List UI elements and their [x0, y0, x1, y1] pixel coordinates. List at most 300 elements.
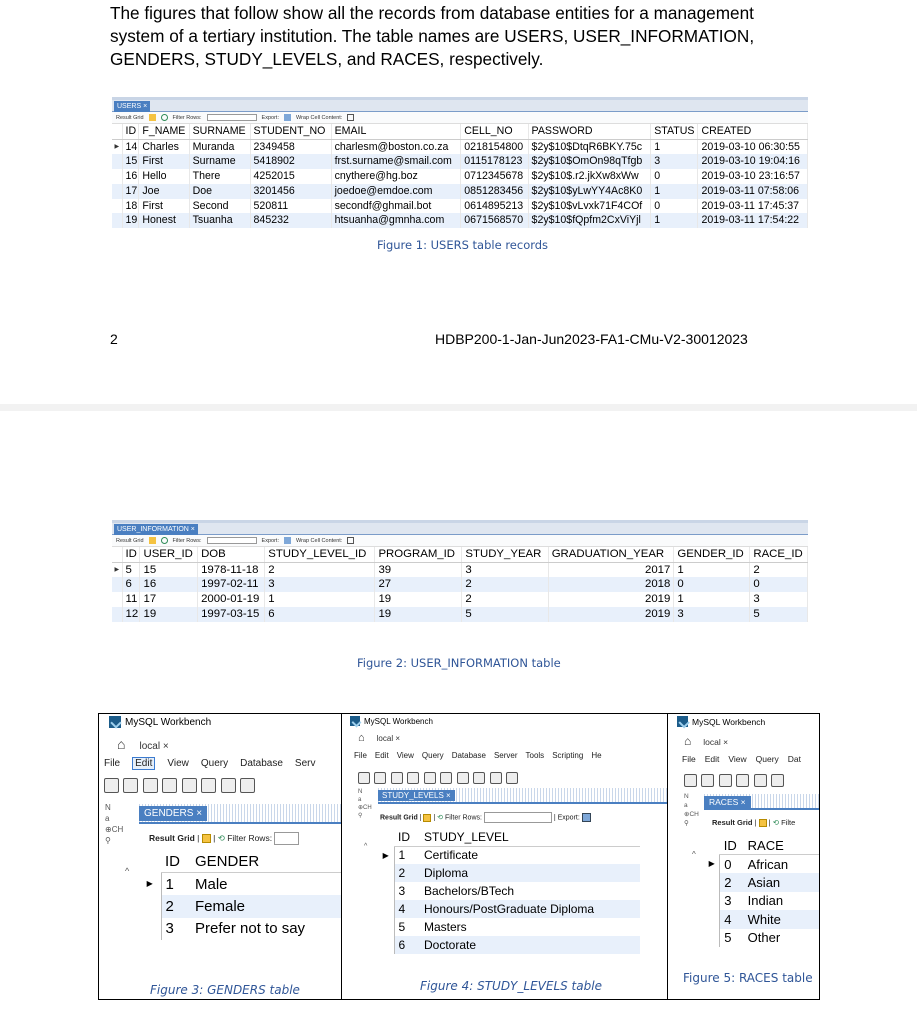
table-cell[interactable]: Female: [191, 895, 341, 918]
table-cell[interactable]: 1: [265, 592, 375, 607]
table-cell[interactable]: frst.surname@smail.com: [331, 154, 461, 169]
navigator-sidebar: N a ⊕CH ⚲: [105, 803, 124, 845]
refresh-icon[interactable]: ⟲: [217, 832, 225, 843]
user-information-table: [112, 547, 808, 622]
create-function-icon[interactable]: [240, 778, 255, 793]
table-row[interactable]: [139, 918, 341, 941]
table-cell[interactable]: 2: [720, 873, 744, 892]
table-cell[interactable]: $2y$10$fQpfm2CxViYjl: [528, 213, 651, 228]
table-cell[interactable]: Certificate: [424, 848, 479, 863]
app-title: MySQL Workbench: [692, 716, 766, 727]
table-cell[interactable]: $2y$10$.r2.jkXw8xWw: [528, 169, 651, 184]
table-cell[interactable]: 1: [651, 139, 698, 154]
column-header[interactable]: STATUS: [651, 124, 698, 139]
table-row[interactable]: [112, 199, 808, 214]
table-cell[interactable]: 3: [750, 592, 808, 607]
table-row[interactable]: [704, 892, 819, 911]
inspector-icon[interactable]: [143, 778, 158, 793]
row-marker: [378, 900, 394, 918]
collapse-arrow-icon[interactable]: ^: [692, 850, 696, 859]
table-row[interactable]: [139, 873, 341, 896]
column-header[interactable]: SURNAME: [189, 124, 250, 139]
table-row[interactable]: [378, 918, 640, 936]
menu-item[interactable]: Serv: [294, 758, 316, 769]
table-cell[interactable]: 1978-11-18: [198, 562, 265, 577]
current-row-arrow-icon: ▶: [112, 562, 122, 577]
table-cell[interactable]: htsuanha@gmnha.com: [331, 213, 461, 228]
table-cell[interactable]: 19: [375, 607, 462, 622]
column-header[interactable]: GRADUATION_YEAR: [548, 547, 674, 562]
figure-3-caption: Figure 3: GENDERS table: [150, 983, 300, 997]
table-cell[interactable]: secondf@ghmail.bot: [331, 199, 461, 214]
filter-rows-label: Filter Rows:: [445, 814, 482, 822]
table-cell[interactable]: 12: [122, 607, 140, 622]
table-cell[interactable]: 845232: [250, 213, 331, 228]
table-row[interactable]: [704, 855, 819, 874]
app-title: MySQL Workbench: [364, 716, 433, 726]
column-header[interactable]: STUDY_LEVEL: [420, 828, 640, 846]
table-cell[interactable]: 15: [140, 562, 198, 577]
user-information-tab[interactable]: [114, 524, 198, 535]
table-cell[interactable]: 19: [122, 213, 139, 228]
close-icon[interactable]: ×: [190, 526, 195, 533]
table-cell[interactable]: Other: [747, 930, 781, 946]
table-cell[interactable]: Honours/PostGraduate Diploma: [420, 900, 640, 918]
table-cell[interactable]: 3: [462, 562, 548, 577]
home-icon[interactable]: ⌂: [684, 734, 692, 748]
result-grid-label[interactable]: Result Grid: [116, 115, 144, 121]
table-cell[interactable]: Doctorate: [420, 936, 640, 954]
table-row[interactable]: [704, 873, 819, 892]
table-cell[interactable]: 39: [375, 562, 462, 577]
column-header[interactable]: CREATED: [698, 124, 808, 139]
menu-item[interactable]: Dat: [787, 754, 802, 764]
row-marker-header: [112, 124, 122, 139]
table-cell[interactable]: 16: [140, 577, 198, 592]
column-header[interactable]: EMAIL: [331, 124, 461, 139]
menu-item[interactable]: Scripting: [552, 751, 584, 760]
table-cell[interactable]: 0: [651, 169, 698, 184]
column-header[interactable]: ID: [720, 836, 744, 855]
table-cell[interactable]: 2: [161, 895, 191, 918]
column-header[interactable]: ID: [161, 850, 191, 873]
table-cell[interactable]: 1: [674, 592, 750, 607]
refresh-icon[interactable]: [161, 114, 168, 121]
table-cell[interactable]: First: [139, 154, 189, 169]
table-cell[interactable]: 11: [122, 592, 140, 607]
table-cell[interactable]: $2y$10$yLwYY4Ac8K0: [528, 184, 651, 199]
table-cell[interactable]: 2019-03-10 23:16:57: [698, 169, 808, 184]
filter-rows-input[interactable]: [207, 537, 257, 544]
table-cell[interactable]: Diploma: [420, 864, 640, 882]
table-cell[interactable]: charlesm@boston.co.za: [331, 139, 461, 154]
users-tab[interactable]: [114, 101, 150, 112]
table-cell[interactable]: $2y$10$vLvxk71F4COf: [528, 199, 651, 214]
table-cell[interactable]: 2019-03-10 19:04:16: [698, 154, 808, 169]
table-cell[interactable]: 5: [724, 930, 732, 946]
row-marker: [378, 918, 394, 936]
app-title-bar: [350, 716, 433, 726]
table-row[interactable]: [139, 895, 341, 918]
export-icon[interactable]: [284, 537, 291, 544]
table-cell[interactable]: Bachelors/BTech: [424, 884, 515, 898]
row-marker: [704, 892, 720, 911]
users-tab-label: USERS: [117, 103, 142, 110]
table-cell[interactable]: 2019-03-11 07:58:06: [698, 184, 808, 199]
table-cell[interactable]: 0: [674, 577, 750, 592]
column-header[interactable]: RACE_ID: [750, 547, 808, 562]
new-sql-tab-icon[interactable]: [358, 772, 370, 784]
result-grid-label[interactable]: Result Grid: [149, 832, 195, 843]
study-levels-tab[interactable]: STUDY_LEVELS ×: [378, 790, 455, 801]
current-row-arrow-icon: ▶: [112, 139, 122, 154]
search-table-icon[interactable]: [490, 772, 502, 784]
menu-item[interactable]: File: [682, 754, 696, 764]
connection-tab[interactable]: local ×: [139, 741, 169, 752]
refresh-icon[interactable]: [161, 537, 168, 544]
table-cell[interactable]: Muranda: [189, 139, 250, 154]
column-header[interactable]: DOB: [198, 547, 265, 562]
table-cell[interactable]: 6: [122, 577, 140, 592]
current-row-arrow-icon: ▶: [704, 855, 720, 874]
export-icon[interactable]: [582, 813, 591, 822]
menu-item[interactable]: Query: [755, 754, 779, 764]
header-row: [112, 547, 808, 562]
table-cell[interactable]: cnythere@hg.boz: [331, 169, 461, 184]
column-header[interactable]: STUDENT_NO: [250, 124, 331, 139]
header-row: [139, 850, 341, 873]
create-table-icon[interactable]: [182, 778, 197, 793]
column-header[interactable]: ID: [394, 828, 420, 846]
table-cell[interactable]: Second: [189, 199, 250, 214]
table-cell[interactable]: 1: [651, 213, 698, 228]
table-row[interactable]: [378, 864, 640, 882]
table-cell[interactable]: 2019-03-10 06:30:55: [698, 139, 808, 154]
workbench-logo-icon: [677, 716, 688, 727]
table-row[interactable]: [112, 577, 808, 592]
table-cell[interactable]: White: [744, 910, 819, 929]
users-toolbar: [112, 112, 808, 124]
document-code: HDBP200-1-Jan-Jun2023-FA1-CMu-V2-30012023: [435, 331, 748, 347]
menu-item[interactable]: Query: [421, 751, 444, 760]
menu-item[interactable]: View: [167, 758, 189, 769]
column-header[interactable]: STUDY_YEAR: [462, 547, 548, 562]
table-cell[interactable]: 5: [398, 920, 406, 934]
table-cell[interactable]: 2: [462, 592, 548, 607]
menu-item[interactable]: View: [728, 754, 747, 764]
table-cell[interactable]: First: [139, 199, 189, 214]
column-header[interactable]: ID: [122, 547, 140, 562]
home-icon[interactable]: ⌂: [358, 732, 365, 744]
row-marker: [112, 169, 122, 184]
table-cell[interactable]: 0: [750, 577, 808, 592]
table-cell[interactable]: 15: [122, 154, 139, 169]
table-cell[interactable]: 3: [165, 920, 174, 938]
table-row[interactable]: [112, 184, 808, 199]
table-cell[interactable]: Joe: [139, 184, 189, 199]
connection-tab[interactable]: local ×: [376, 734, 401, 743]
row-marker: [378, 936, 394, 954]
table-cell[interactable]: Doe: [189, 184, 250, 199]
table-cell[interactable]: Tsuanha: [189, 213, 250, 228]
table-cell[interactable]: $2y$10$DtqR6BKY.75c: [528, 139, 651, 154]
menu-item[interactable]: Tools: [525, 751, 545, 760]
column-header[interactable]: PROGRAM_ID: [375, 547, 462, 562]
result-grid-label[interactable]: Result Grid: [712, 818, 753, 827]
table-cell[interactable]: Prefer not to say: [195, 920, 306, 938]
table-row[interactable]: [704, 929, 819, 948]
table-cell[interactable]: 27: [375, 577, 462, 592]
app-title-bar: [109, 716, 211, 728]
table-cell[interactable]: 0115178123: [461, 154, 528, 169]
table-row[interactable]: [378, 900, 640, 918]
row-marker: [378, 882, 394, 900]
row-marker: [139, 918, 161, 941]
table-row[interactable]: [378, 936, 640, 954]
refresh-icon[interactable]: ⟲: [772, 818, 779, 827]
table-row[interactable]: [378, 882, 640, 900]
column-header[interactable]: RACE: [744, 836, 819, 855]
column-header[interactable]: GENDER_ID: [674, 547, 750, 562]
table-cell[interactable]: Hello: [139, 169, 189, 184]
inspector-icon[interactable]: [719, 774, 732, 787]
table-cell[interactable]: 19: [140, 607, 198, 622]
create-table-icon[interactable]: [424, 772, 436, 784]
table-cell[interactable]: 0614895213: [461, 199, 528, 214]
page-separator: [0, 404, 917, 411]
table-row[interactable]: [112, 562, 808, 577]
table-cell[interactable]: 5418902: [250, 154, 331, 169]
table-cell[interactable]: There: [189, 169, 250, 184]
menu-item[interactable]: File: [354, 751, 367, 760]
create-procedure-icon[interactable]: [221, 778, 236, 793]
table-cell[interactable]: 520811: [250, 199, 331, 214]
column-header[interactable]: GENDER: [191, 850, 341, 873]
workbench-logo-icon: [109, 716, 121, 728]
table-cell[interactable]: 17: [140, 592, 198, 607]
column-header[interactable]: STUDY_LEVEL_ID: [265, 547, 375, 562]
create-function-icon[interactable]: [473, 772, 485, 784]
table-cell[interactable]: 1: [674, 562, 750, 577]
races-table: [704, 836, 819, 947]
genders-tab-label: GENDERS: [144, 808, 194, 819]
table-cell[interactable]: 4: [720, 910, 744, 929]
table-cell[interactable]: 3: [265, 577, 375, 592]
filter-rows-label: Filter Rows:: [227, 832, 273, 843]
races-tab[interactable]: RACES ×: [704, 796, 751, 808]
table-row[interactable]: [112, 139, 808, 154]
column-header[interactable]: CELL_NO: [461, 124, 528, 139]
grid-icon[interactable]: [149, 114, 156, 121]
table-cell[interactable]: African: [747, 856, 789, 872]
connection-tab-label: local: [703, 737, 721, 747]
table-cell[interactable]: 14: [122, 139, 139, 154]
result-grid-label[interactable]: Result Grid: [116, 538, 144, 544]
collapse-arrow-icon[interactable]: ^: [364, 843, 368, 850]
table-cell[interactable]: 0671568570: [461, 213, 528, 228]
table-cell[interactable]: 5: [750, 607, 808, 622]
menu-item[interactable]: Server: [493, 751, 518, 760]
table-cell[interactable]: 17: [122, 184, 139, 199]
menu-item[interactable]: File: [104, 758, 121, 769]
open-sql-icon[interactable]: [701, 774, 714, 787]
table-cell[interactable]: Indian: [747, 893, 784, 909]
create-schema-icon[interactable]: [407, 772, 419, 784]
connection-tab-label: local: [139, 741, 161, 752]
table-cell[interactable]: 3: [651, 154, 698, 169]
column-header[interactable]: USER_ID: [140, 547, 198, 562]
table-cell[interactable]: 3: [398, 884, 406, 898]
menu-bar: [354, 751, 610, 760]
genders-panel: [98, 713, 342, 1000]
table-cell[interactable]: $2y$10$OmOn98qTfgb: [528, 154, 651, 169]
table-cell[interactable]: 18: [122, 199, 139, 214]
menu-item[interactable]: He: [591, 751, 602, 760]
export-label: Export:: [557, 814, 580, 822]
row-marker: [112, 592, 122, 607]
menu-item[interactable]: Edit: [132, 757, 155, 770]
table-cell[interactable]: 2018: [548, 577, 674, 592]
races-tab-label: RACES: [709, 797, 739, 807]
table-cell[interactable]: Male: [195, 875, 228, 893]
table-cell[interactable]: Charles: [139, 139, 189, 154]
table-row[interactable]: [112, 592, 808, 607]
result-grid-toolbar: Result Grid | | ⟲ Filter Rows:: [149, 832, 299, 845]
table-cell[interactable]: 1997-02-11: [198, 577, 265, 592]
menu-item[interactable]: Database: [240, 758, 283, 769]
toolbar-icons: [684, 772, 784, 790]
table-cell[interactable]: 5: [462, 607, 548, 622]
table-cell[interactable]: 2019: [548, 592, 674, 607]
table-cell[interactable]: 2: [265, 562, 375, 577]
table-cell[interactable]: 3: [674, 607, 750, 622]
home-icon[interactable]: ⌂: [117, 736, 126, 752]
table-cell[interactable]: 4252015: [250, 169, 331, 184]
table-cell[interactable]: Masters: [424, 920, 467, 934]
table-cell[interactable]: 2019-03-11 17:45:37: [698, 199, 808, 214]
menu-item[interactable]: Edit: [704, 754, 720, 764]
table-row[interactable]: [112, 154, 808, 169]
collapse-arrow-icon[interactable]: ^: [125, 866, 130, 876]
table-cell[interactable]: 2019-03-11 17:54:22: [698, 213, 808, 228]
menu-item[interactable]: Query: [200, 758, 229, 769]
create-procedure-icon[interactable]: [457, 772, 469, 784]
table-cell[interactable]: 1: [165, 875, 174, 893]
table-cell[interactable]: 2017: [548, 562, 674, 577]
reconnect-icon[interactable]: [506, 772, 518, 784]
open-sql-icon[interactable]: [123, 778, 138, 793]
table-cell[interactable]: 16: [122, 169, 139, 184]
table-cell[interactable]: 0: [724, 856, 732, 872]
result-grid-label[interactable]: Result Grid: [380, 814, 418, 822]
column-header[interactable]: F_NAME: [139, 124, 189, 139]
table-cell[interactable]: Asian: [744, 873, 819, 892]
menu-item[interactable]: View: [396, 751, 414, 760]
grid-icon[interactable]: [759, 819, 767, 827]
table-cell[interactable]: 2: [394, 864, 420, 882]
open-sql-icon[interactable]: [374, 772, 386, 784]
table-row[interactable]: [112, 169, 808, 184]
column-header[interactable]: PASSWORD: [528, 124, 651, 139]
menu-item[interactable]: Edit: [374, 751, 389, 760]
create-view-icon[interactable]: [771, 774, 784, 787]
table-cell[interactable]: 0712345678: [461, 169, 528, 184]
create-schema-icon[interactable]: [736, 774, 749, 787]
table-cell[interactable]: 2000-01-19: [198, 592, 265, 607]
create-table-icon[interactable]: [754, 774, 767, 787]
table-cell[interactable]: 2: [462, 577, 548, 592]
filter-rows-input[interactable]: [484, 812, 552, 823]
grid-icon[interactable]: [149, 537, 156, 544]
create-schema-icon[interactable]: [162, 778, 177, 793]
table-cell[interactable]: 3201456: [250, 184, 331, 199]
user-information-tabstrip: [112, 523, 808, 535]
table-cell[interactable]: 2019: [548, 607, 674, 622]
table-cell[interactable]: 4: [394, 900, 420, 918]
table-cell[interactable]: 3: [724, 893, 732, 909]
table-cell[interactable]: 19: [375, 592, 462, 607]
table-row[interactable]: [704, 910, 819, 929]
wrap-cell-label: Wrap Cell Content:: [295, 538, 343, 544]
table-cell[interactable]: 6: [394, 936, 420, 954]
row-marker: [378, 864, 394, 882]
table-row[interactable]: [112, 213, 808, 228]
table-row[interactable]: [112, 607, 808, 622]
wrap-icon[interactable]: [347, 537, 354, 544]
table-cell[interactable]: 1: [651, 184, 698, 199]
grid-icon[interactable]: [202, 834, 211, 843]
row-marker: [112, 199, 122, 214]
table-cell[interactable]: 2: [750, 562, 808, 577]
wrap-icon[interactable]: [347, 114, 354, 121]
table-cell[interactable]: 0851283456: [461, 184, 528, 199]
filter-rows-input[interactable]: [274, 832, 299, 845]
table-cell[interactable]: 2349458: [250, 139, 331, 154]
create-view-icon[interactable]: [440, 772, 452, 784]
workbench-logo-icon: [350, 716, 360, 726]
user-information-tab-label: USER_INFORMATION: [117, 526, 189, 533]
new-sql-tab-icon[interactable]: [684, 774, 697, 787]
close-icon[interactable]: ×: [143, 103, 148, 110]
current-row-arrow-icon: ▶: [378, 846, 394, 864]
table-cell[interactable]: 5: [122, 562, 140, 577]
column-header[interactable]: ID: [122, 124, 139, 139]
inspector-icon[interactable]: [391, 772, 403, 784]
grid-icon[interactable]: [423, 814, 431, 822]
table-cell[interactable]: Honest: [139, 213, 189, 228]
connection-tab[interactable]: local ×: [703, 737, 729, 747]
menu-item[interactable]: Database: [451, 751, 486, 760]
row-marker: [112, 213, 122, 228]
result-grid-toolbar: Result Grid | | ⟲ Filte: [712, 818, 796, 827]
table-cell[interactable]: Surname: [189, 154, 250, 169]
table-cell[interactable]: 1: [398, 848, 406, 863]
table-cell[interactable]: joedoe@emdoe.com: [331, 184, 461, 199]
table-cell[interactable]: 0: [651, 199, 698, 214]
table-row[interactable]: [378, 846, 640, 864]
new-sql-tab-icon[interactable]: [104, 778, 119, 793]
filter-rows-input[interactable]: [207, 114, 257, 121]
genders-tab[interactable]: GENDERS ×: [139, 806, 207, 821]
table-cell[interactable]: 1997-03-15: [198, 607, 265, 622]
result-grid-toolbar: Result Grid | | ⟲ Filter Rows: | Export:: [380, 812, 591, 823]
export-icon[interactable]: [284, 114, 291, 121]
table-cell[interactable]: 6: [265, 607, 375, 622]
table-cell[interactable]: 0218154800: [461, 139, 528, 154]
create-view-icon[interactable]: [201, 778, 216, 793]
header-row: [704, 836, 819, 855]
refresh-icon[interactable]: ⟲: [437, 814, 444, 822]
